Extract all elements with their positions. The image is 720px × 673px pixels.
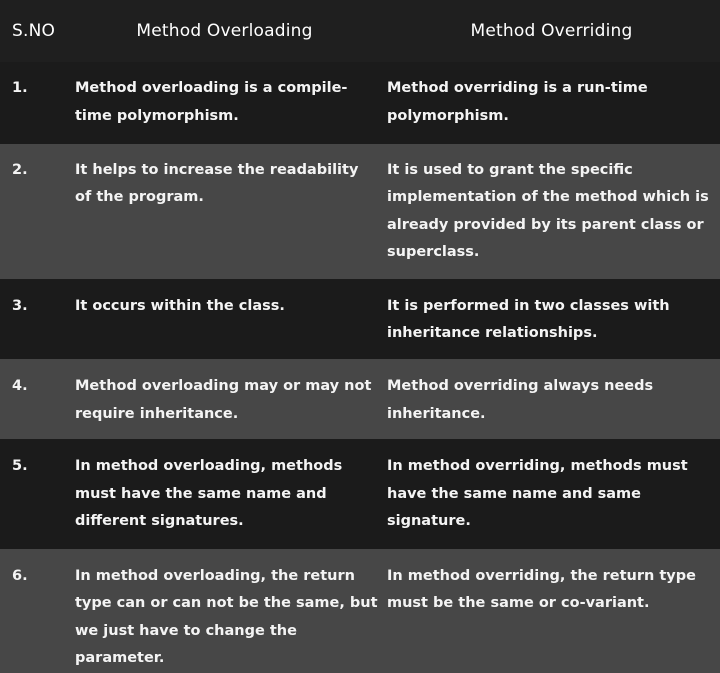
cell-overloading: It occurs within the class.	[75, 297, 285, 314]
cell-overriding: Method overriding always needs inheritance.	[387, 378, 654, 422]
cell-overriding: In method overriding, methods must have the same name and same signature.	[387, 458, 688, 530]
table-header	[0, 0, 720, 62]
cell-overriding: Method overriding is a run-time polymorphism.	[387, 80, 648, 124]
cell-overloading: In method overloading, the return type can or can not be the same, but we just have to change the parameter.	[75, 567, 378, 667]
cell-overloading: It helps to increase the readability of the program.	[75, 161, 359, 206]
cell-sno: 3.	[12, 297, 28, 314]
table-row	[0, 359, 720, 439]
table-row	[0, 62, 720, 143]
table-row	[0, 439, 720, 549]
cell-overloading: In method overloading, methods must have the same name and different signatures.	[75, 458, 343, 530]
cell-overriding: In method overriding, the return type must be the same or co-variant.	[387, 567, 696, 612]
header-sno: S.NO	[12, 21, 56, 42]
table-row	[0, 279, 720, 359]
cell-sno: 4.	[12, 378, 28, 395]
cell-overriding: It is used to grant the specific implementation of the method which is already provided by its parent class or superclass.	[387, 161, 709, 261]
cell-sno: 5.	[12, 458, 28, 475]
table-row	[0, 549, 720, 673]
cell-sno: 2.	[12, 161, 28, 178]
header-method-overloading: Method Overloading	[136, 21, 313, 42]
cell-overloading: Method overloading is a compile-time polymorphism.	[75, 80, 348, 124]
header-method-overriding: Method Overriding	[470, 21, 633, 42]
cell-sno: 6.	[12, 567, 28, 584]
cell-overriding: It is performed in two classes with inheritance relationships.	[387, 297, 670, 342]
cell-sno: 1.	[12, 80, 28, 97]
table-row	[0, 144, 720, 279]
cell-overloading: Method overloading may or may not require inheritance.	[75, 378, 372, 422]
